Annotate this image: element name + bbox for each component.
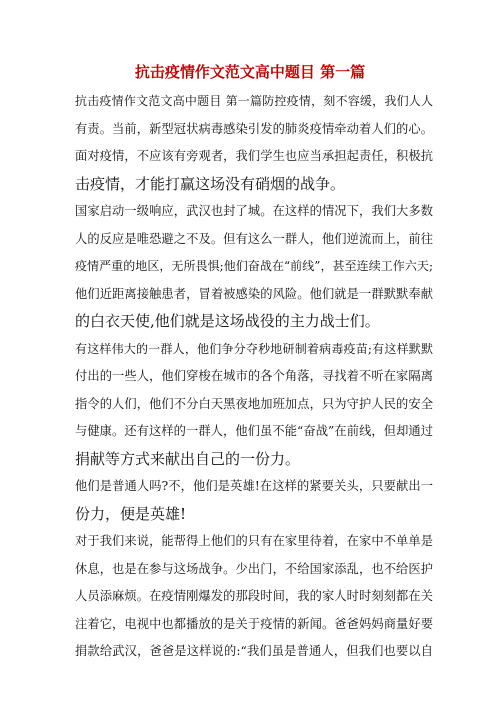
text-line: 人的反应是唯恐避之不及。但有这么一群人，他们逆流而上，前往 bbox=[75, 231, 433, 246]
text-line: 付出的一些人，他们穿梭在城市的各个角落，寻找着不听在家隔离 bbox=[75, 369, 433, 383]
text-line: 抗击疫情作文范文高中题目 第一篇防控疫情，刻不容缓，我们人人 bbox=[75, 94, 433, 108]
text-line: 他们是普通人吗?不，他们是英雄!在这样的紧要关头，只要献出一 bbox=[75, 479, 433, 493]
text-line: 份力，便是英雄! bbox=[75, 504, 187, 523]
text-line: 国家启动一级响应，武汉也封了城。在这样的情况下，我们大多数 bbox=[75, 204, 433, 218]
text-line: 他们近距离接触患者，冒着被感染的风险。他们就是一群默默奉献 bbox=[75, 286, 433, 301]
text-line: 人员添麻烦。在疫情刚爆发的那段时间，我的家人时时刻刻都在关 bbox=[75, 589, 433, 603]
text-line: 对于我们来说，能帮得上他们的只有在家里待着，在家中不单单是 bbox=[75, 534, 433, 548]
text-line: 注着它，电视中也都播放的是关于疫情的新闻。爸爸妈妈商量好要 bbox=[75, 616, 433, 631]
text-line: 休息，也是在参与这场战争。少出门，不给国家添乱，也不给医护 bbox=[75, 561, 433, 576]
document-body bbox=[75, 88, 433, 666]
text-line: 面对疫情，不应该有旁观者，我们学生也应当承担起责任，积极抗 bbox=[75, 149, 433, 163]
text-line: 的白衣天使,他们就是这场战役的主力战士们。 bbox=[75, 312, 380, 330]
text-line: 疫情严重的地区，无所畏惧;他们奋战在“前线”，甚至连续工作六天; bbox=[75, 259, 433, 273]
text-line: 捐献等方式来献出自己的一份力。 bbox=[75, 449, 301, 468]
text-line: 捐款给武汉，爸爸是这样说的:“我们虽是普通人，但我们也要以自 bbox=[75, 644, 433, 658]
text-line: 有责。当前，新型冠状病毒感染引发的肺炎疫情牵动着人们的心。 bbox=[75, 121, 433, 136]
text-line: 与健康。还有这样的一群人，他们虽不能“奋战”在前线，但却通过 bbox=[75, 424, 433, 438]
text-line: 指令的人们，他们不分白天黑夜地加班加点，只为守护人民的安全 bbox=[75, 396, 433, 411]
document-title: 抗击疫情作文范文高中题目 第一篇 bbox=[134, 63, 366, 81]
text-line: 击疫情，才能打赢这场没有硝烟的战争。 bbox=[75, 174, 346, 193]
text-line: 有这样伟大的一群人，他们争分夺秒地研制着病毒疫苗;有这样默默 bbox=[75, 341, 433, 356]
